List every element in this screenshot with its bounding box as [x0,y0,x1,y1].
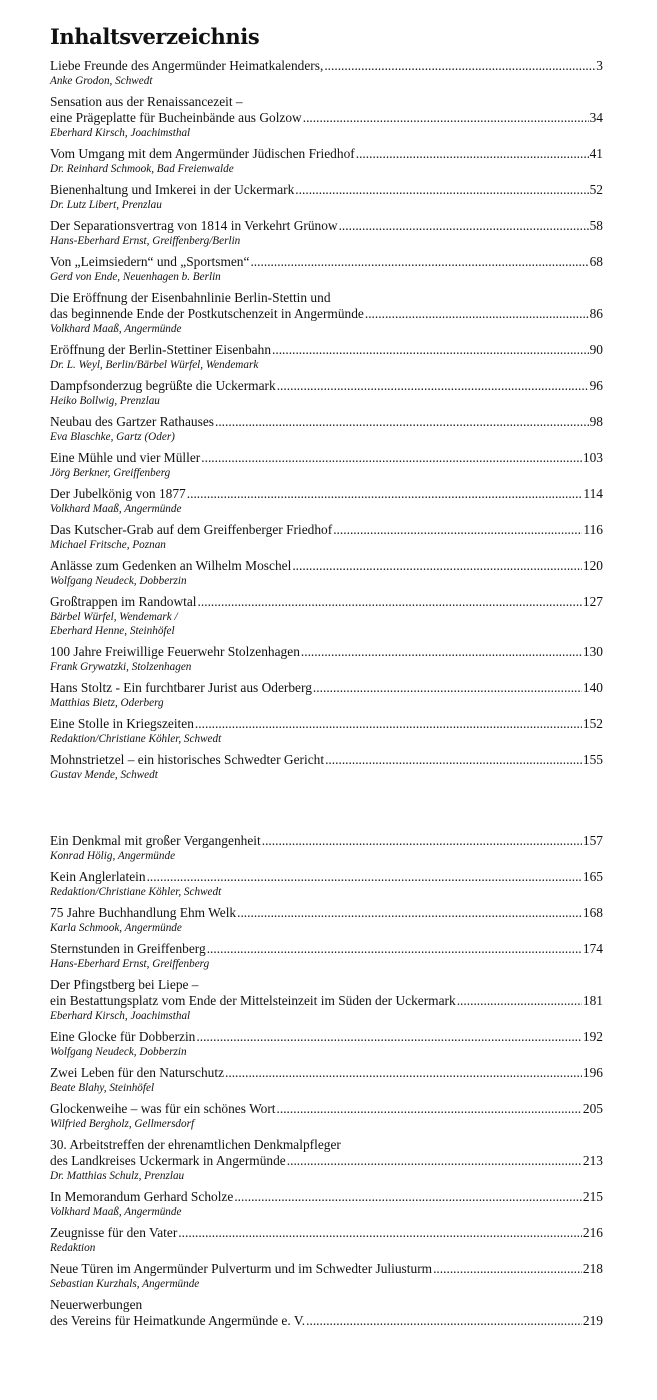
entry-author: Bärbel Würfel, Wendemark / [50,611,178,623]
toc-section-1 [50,58,603,782]
toc-entry [50,342,603,372]
toc-entry-title-line-continued [50,94,603,110]
toc-entry-title-line [50,716,603,732]
page-number: 205 [582,1101,603,1116]
page-number: 3 [596,58,603,73]
dot-leader [333,522,582,538]
entry-title-text: des Landkreises Uckermark in Angermünde [50,1153,286,1168]
entry-author: Wolfgang Neudeck, Dobberzin [50,1046,187,1058]
toc-entry [50,752,603,782]
toc-entry-title-line [50,182,603,198]
entry-title-text: Dampfsonderzug begrüßte die Uckermark [50,378,276,393]
entry-author: Michael Fritsche, Poznan [50,539,166,551]
dot-leader [207,941,582,957]
page-number: 116 [583,522,603,537]
toc-entry-title-line [50,522,603,538]
page-number: 86 [589,306,603,321]
toc-entry [50,833,603,863]
toc-entry-title-line [50,941,603,957]
page-number: 52 [589,182,603,197]
page-number: 215 [582,1189,603,1204]
toc-entry [50,716,603,746]
entry-author: Hans-Eberhard Ernst, Greiffenberg [50,958,210,970]
toc-entry-title-line [50,644,603,660]
entry-title-text: Anlässe zum Gedenken an Wilhelm Moschel [50,558,292,573]
toc-entry [50,977,603,1023]
entry-title-text: Der Separationsvertrag von 1814 in Verkehrt Grünow [50,218,338,233]
toc-entry [50,1261,603,1291]
dot-leader [237,905,582,921]
entry-author: Volkhard Maaß, Angermünde [50,323,182,335]
page-number: 68 [589,254,603,269]
entry-title-text: Vom Umgang mit dem Angermünder Jüdischen Friedhof [50,146,355,161]
entry-title-text: Großtrappen im Randowtal [50,594,197,609]
entry-title-text: Zeugnisse für den Vater [50,1225,178,1240]
page-number: 58 [589,218,603,233]
dot-leader [215,414,589,430]
dot-leader [433,1261,582,1277]
page-number: 213 [582,1153,603,1168]
page-number: 216 [582,1225,603,1240]
dot-leader [325,752,582,768]
dot-leader [301,644,582,660]
entry-author: Eberhard Henne, Steinhöfel [50,625,175,637]
entry-title-text: das beginnende Ende der Postkutschenzeit in Angermünde [50,306,364,321]
toc-entry-title-line [50,833,603,849]
entry-title-text: Der Pfingstberg bei Liepe – [50,977,199,992]
entry-author: Eberhard Kirsch, Joachimsthal [50,1010,191,1022]
entry-title-text: Neuerwerbungen [50,1297,143,1312]
toc-entry [50,1137,603,1183]
toc-entry [50,680,603,710]
entry-author: Matthias Bietz, Oderberg [50,697,164,709]
entry-author: Gerd von Ende, Neuenhagen b. Berlin [50,271,221,283]
toc-entry-title-line [50,306,603,322]
entry-author: Konrad Hölig, Angermünde [50,850,176,862]
toc-entry-title-line [50,1101,603,1117]
entry-title-text: Neue Türen im Angermünder Pulverturm und im Schwedter Juliusturm [50,1261,433,1276]
page-number: 218 [582,1261,603,1276]
toc-entry [50,869,603,899]
page-number: 192 [582,1029,603,1044]
dot-leader [457,993,582,1009]
toc-entry-title-line [50,1189,603,1205]
entry-title-text: In Memorandum Gerhard Scholze [50,1189,234,1204]
dot-leader [356,146,589,162]
toc-entry [50,486,603,516]
page-number: 157 [582,833,603,848]
entry-author: Eva Blaschke, Gartz (Oder) [50,431,175,443]
entry-title-text: Bienenhaltung und Imkerei in der Uckermark [50,182,295,197]
dot-leader [272,342,589,358]
dot-leader [324,58,595,74]
toc-entry [50,254,603,284]
entry-author: Frank Grywatzki, Stolzenhagen [50,661,192,673]
page-number: 152 [582,716,603,731]
page-number: 168 [582,905,603,920]
entry-author: Wilfried Bergholz, Gellmersdorf [50,1118,195,1130]
entry-title-text: Mohnstrietzel – ein historisches Schwedter Gericht [50,752,325,767]
dot-leader [287,1153,582,1169]
toc-entry-title-line [50,486,603,502]
entry-title-text: Eine Glocke für Dobberzin [50,1029,196,1044]
entry-title-text: des Vereins für Heimatkunde Angermünde e. V. [50,1313,306,1328]
toc-entry [50,644,603,674]
dot-leader [225,1065,582,1081]
page-number: 130 [582,644,603,659]
dot-leader [365,306,589,322]
entry-title-text: Liebe Freunde des Angermünder Heimatkalenders, [50,58,324,73]
toc-entry-title-line [50,869,603,885]
toc-entry-title-line [50,254,603,270]
entry-title-text: 100 Jahre Freiwillige Feuerwehr Stolzenhagen [50,644,300,659]
dot-leader [187,486,583,502]
entry-title-text: Eine Stolle in Kriegszeiten [50,716,194,731]
entry-title-text: Ein Denkmal mit großer Vergangenheit [50,833,261,848]
dot-leader [292,558,582,574]
dot-leader [303,110,589,126]
toc-entry [50,941,603,971]
entry-author: Karla Schmook, Angermünde [50,922,182,934]
toc-entry [50,146,603,176]
entry-title-text: Zwei Leben für den Naturschutz [50,1065,225,1080]
entry-author: Eberhard Kirsch, Joachimsthal [50,127,191,139]
toc-entry-title-line [50,342,603,358]
entry-title-text: Neubau des Gartzer Rathauses [50,414,214,429]
dot-leader [277,378,589,394]
toc-entry-title-line [50,1153,603,1169]
toc-entry [50,94,603,140]
toc-entry-title-line [50,58,603,74]
toc-entry [50,905,603,935]
toc-entry-title-line [50,1313,603,1329]
entry-author: Hans-Eberhard Ernst, Greiffenberg/Berlin [50,235,241,247]
toc-entry [50,1029,603,1059]
toc-entry [50,1225,603,1255]
dot-leader [250,254,588,270]
entry-author: Anke Grodon, Schwedt [50,75,153,87]
toc-entry [50,290,603,336]
toc-entry [50,594,603,638]
toc-entry [50,1065,603,1095]
dot-leader [234,1189,582,1205]
page-number: 90 [589,342,603,357]
toc-entry-title-line-continued [50,1137,603,1153]
toc-entry-title-line [50,110,603,126]
toc-entry-title-line-continued [50,1297,603,1313]
toc-entry-title-line [50,1225,603,1241]
dot-leader [195,716,582,732]
dot-leader [201,450,582,466]
entry-title-text: Hans Stoltz - Ein furchtbarer Jurist aus Oderberg [50,680,312,695]
page-number: 196 [582,1065,603,1080]
entry-title-text: Die Eröffnung der Eisenbahnlinie Berlin-Stettin und [50,290,331,305]
entry-author: Redaktion [50,1242,96,1254]
toc-entry [50,450,603,480]
page-number: 41 [589,146,603,161]
page-number: 96 [589,378,603,393]
entry-title-text: 30. Arbeitstreffen der ehrenamtlichen Denkmalpfleger [50,1137,341,1152]
page-number: 120 [582,558,603,573]
toc-entry [50,1101,603,1131]
toc-entry [50,522,603,552]
dot-leader [147,869,582,885]
toc-entry-title-line [50,146,603,162]
dot-leader [277,1101,582,1117]
entry-author: Volkhard Maaß, Angermünde [50,1206,182,1218]
entry-title-text: Sensation aus der Renaissancezeit – [50,94,243,109]
toc-entry-title-line [50,993,603,1009]
page-number: 103 [582,450,603,465]
toc-entry-title-line-continued [50,290,603,306]
toc-entry-title-line [50,1261,603,1277]
entry-author: Dr. Lutz Libert, Prenzlau [50,199,162,211]
entry-author: Beate Blahy, Steinhöfel [50,1082,155,1094]
toc-entry [50,1189,603,1219]
page-number: 140 [582,680,603,695]
toc-entry-title-line-continued [50,977,603,993]
entry-author: Volkhard Maaß, Angermünde [50,503,182,515]
toc-entry [50,378,603,408]
section-spacer [50,788,603,833]
entry-author: Dr. Matthias Schulz, Prenzlau [50,1170,185,1182]
toc-entry-title-line [50,1029,603,1045]
entry-title-text: Glockenweihe – was für ein schönes Wort [50,1101,276,1116]
page-title: Inhaltsverzeichnis [50,24,260,49]
entry-author: Redaktion/Christiane Köhler, Schwedt [50,733,222,745]
entry-title-text: 75 Jahre Buchhandlung Ehm Welk [50,905,237,920]
toc-section-2 [50,833,603,1329]
page-number: 181 [582,993,603,1008]
toc-entry-title-line [50,594,603,610]
dot-leader [313,680,582,696]
toc-entry-title-line [50,558,603,574]
entry-author: Sebastian Kurzhals, Angermünde [50,1278,200,1290]
toc-entry-title-line [50,680,603,696]
page-number: 127 [582,594,603,609]
toc-entry [50,182,603,212]
dot-leader [178,1225,582,1241]
toc-entry-title-line [50,1065,603,1081]
toc-entry-title-line [50,218,603,234]
page-number: 98 [589,414,603,429]
toc-entry-title-line [50,752,603,768]
entry-title-text: Der Jubelkönig von 1877 [50,486,186,501]
entry-title-text: Von „Leimsiedern“ und „Sportsmen“ [50,254,250,269]
page-number: 174 [582,941,603,956]
entry-author: Redaktion/Christiane Köhler, Schwedt [50,886,222,898]
entry-title-text: ein Bestattungsplatz vom Ende der Mittelsteinzeit im Süden der Uckermark [50,993,456,1008]
toc-entry [50,414,603,444]
toc-entry [50,58,603,88]
entry-author: Dr. Reinhard Schmook, Bad Freienwalde [50,163,234,175]
dot-leader [196,1029,582,1045]
entry-title-text: Kein Anglerlatein [50,869,146,884]
dot-leader [339,218,589,234]
entry-title-text: Sternstunden in Greiffenberg [50,941,206,956]
toc-entry-title-line [50,414,603,430]
page-number: 165 [582,869,603,884]
page-number: 155 [582,752,603,767]
entry-author: Jörg Berkner, Greiffenberg [50,467,171,479]
entry-title-text: Das Kutscher-Grab auf dem Greiffenberger Friedhof [50,522,333,537]
entry-author: Heiko Bollwig, Prenzlau [50,395,160,407]
toc-entry-title-line [50,450,603,466]
toc-entry-title-line [50,378,603,394]
entry-title-text: eine Prägeplatte für Bucheinbände aus Golzow [50,110,302,125]
page-number: 219 [582,1313,603,1328]
entry-author: Gustav Mende, Schwedt [50,769,158,781]
dot-leader [262,833,582,849]
entry-author: Dr. L. Weyl, Berlin/Bärbel Würfel, Wendemark [50,359,259,371]
page-number: 114 [583,486,603,501]
toc-entry-title-line [50,905,603,921]
toc-page [50,24,603,1335]
entry-title-text: Eröffnung der Berlin-Stettiner Eisenbahn [50,342,272,357]
entry-title-text: Eine Mühle und vier Müller [50,450,201,465]
toc-entry [50,218,603,248]
dot-leader [295,182,588,198]
entry-author: Wolfgang Neudeck, Dobberzin [50,575,187,587]
dot-leader [198,594,582,610]
dot-leader [306,1313,582,1329]
toc-entry [50,1297,603,1329]
page-number: 34 [589,110,603,125]
toc-entry [50,558,603,588]
